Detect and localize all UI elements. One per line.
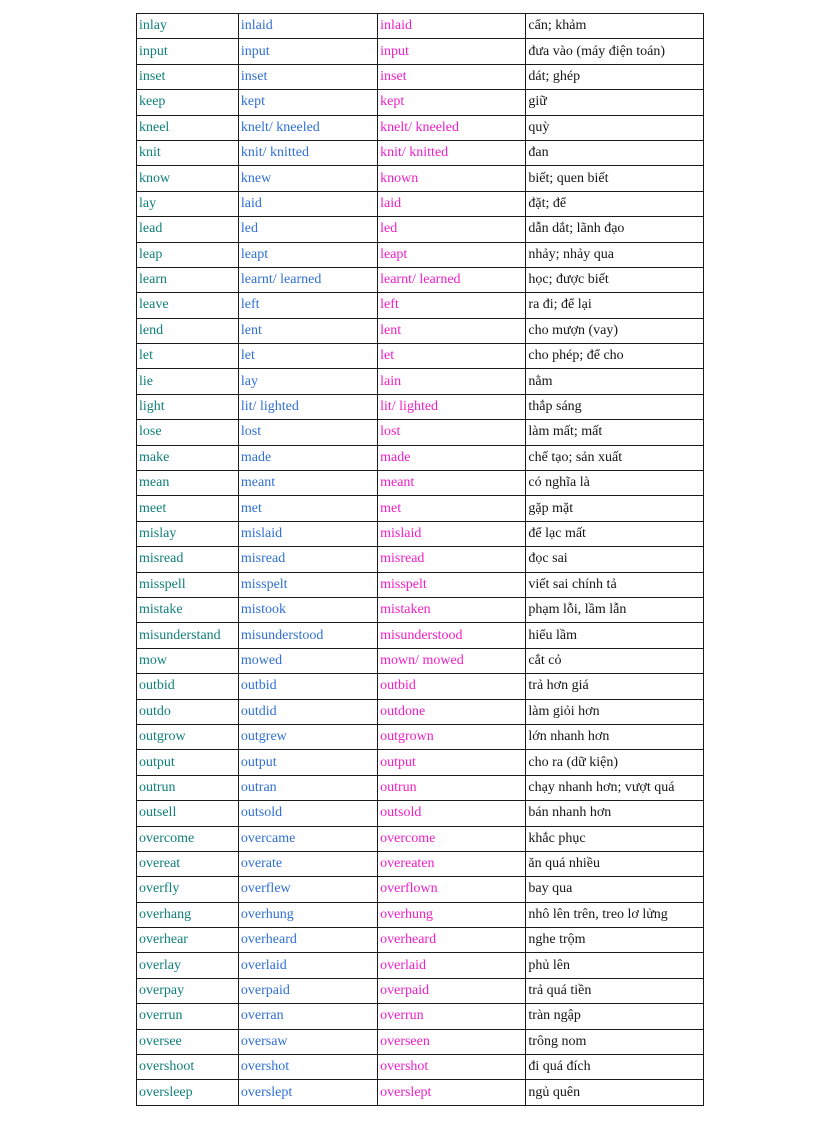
base-form-cell: know — [137, 166, 239, 191]
meaning-cell: cho ra (dữ kiện) — [526, 750, 704, 775]
table-row — [137, 953, 704, 978]
base-form-cell: output — [137, 750, 239, 775]
base-form-cell: input — [137, 39, 239, 64]
meaning-cell: ăn quá nhiều — [526, 851, 704, 876]
table-row — [137, 928, 704, 953]
base-form-cell: lie — [137, 369, 239, 394]
meaning-cell: hiểu lầm — [526, 623, 704, 648]
past-participle-cell: knit/ knitted — [378, 140, 526, 165]
meaning-cell: bán nhanh hơn — [526, 801, 704, 826]
past-simple-cell: overlaid — [238, 953, 377, 978]
past-simple-cell: overslept — [238, 1080, 377, 1105]
table-row — [137, 293, 704, 318]
past-participle-cell: leapt — [378, 242, 526, 267]
table-row — [137, 597, 704, 622]
table-row — [137, 521, 704, 546]
meaning-cell: bay qua — [526, 877, 704, 902]
meaning-cell: ngủ quên — [526, 1080, 704, 1105]
meaning-cell: làm mất; mất — [526, 420, 704, 445]
meaning-cell: nằm — [526, 369, 704, 394]
past-simple-cell: overcame — [238, 826, 377, 851]
past-simple-cell: lit/ lighted — [238, 394, 377, 419]
past-simple-cell: mistook — [238, 597, 377, 622]
base-form-cell: lose — [137, 420, 239, 445]
meaning-cell: đưa vào (máy điện toán) — [526, 39, 704, 64]
past-participle-cell: kept — [378, 90, 526, 115]
past-simple-cell: left — [238, 293, 377, 318]
past-participle-cell: overpaid — [378, 978, 526, 1003]
past-participle-cell: met — [378, 496, 526, 521]
base-form-cell: lend — [137, 318, 239, 343]
past-simple-cell: mislaid — [238, 521, 377, 546]
past-simple-cell: overshot — [238, 1055, 377, 1080]
table-row — [137, 1080, 704, 1105]
table-row — [137, 572, 704, 597]
table-row — [137, 902, 704, 927]
base-form-cell: overlay — [137, 953, 239, 978]
table-row — [137, 775, 704, 800]
past-participle-cell: input — [378, 39, 526, 64]
past-simple-cell: met — [238, 496, 377, 521]
base-form-cell: learn — [137, 267, 239, 292]
table-row — [137, 826, 704, 851]
meaning-cell: thắp sáng — [526, 394, 704, 419]
table-row — [137, 724, 704, 749]
past-simple-cell: knew — [238, 166, 377, 191]
past-participle-cell: outrun — [378, 775, 526, 800]
past-participle-cell: outbid — [378, 674, 526, 699]
meaning-cell: ra đi; để lại — [526, 293, 704, 318]
base-form-cell: mow — [137, 648, 239, 673]
base-form-cell: meet — [137, 496, 239, 521]
past-simple-cell: overhung — [238, 902, 377, 927]
past-participle-cell: misread — [378, 547, 526, 572]
meaning-cell: phủ lên — [526, 953, 704, 978]
table-row — [137, 851, 704, 876]
base-form-cell: misread — [137, 547, 239, 572]
past-participle-cell: overhung — [378, 902, 526, 927]
past-participle-cell: mistaken — [378, 597, 526, 622]
past-simple-cell: kept — [238, 90, 377, 115]
base-form-cell: mistake — [137, 597, 239, 622]
base-form-cell: outsell — [137, 801, 239, 826]
meaning-cell: đọc sai — [526, 547, 704, 572]
table-row — [137, 369, 704, 394]
past-participle-cell: lit/ lighted — [378, 394, 526, 419]
meaning-cell: trông nom — [526, 1029, 704, 1054]
meaning-cell: lớn nhanh hơn — [526, 724, 704, 749]
base-form-cell: kneel — [137, 115, 239, 140]
past-simple-cell: overate — [238, 851, 377, 876]
past-participle-cell: inlaid — [378, 14, 526, 39]
past-simple-cell: oversaw — [238, 1029, 377, 1054]
table-row — [137, 115, 704, 140]
table-row — [137, 648, 704, 673]
table-row — [137, 39, 704, 64]
base-form-cell: misunderstand — [137, 623, 239, 648]
verb-table-body — [137, 14, 704, 1106]
table-row — [137, 64, 704, 89]
base-form-cell: oversee — [137, 1029, 239, 1054]
table-row — [137, 547, 704, 572]
base-form-cell: overshoot — [137, 1055, 239, 1080]
table-row — [137, 471, 704, 496]
table-row — [137, 166, 704, 191]
past-simple-cell: overran — [238, 1004, 377, 1029]
table-row — [137, 318, 704, 343]
past-simple-cell: knit/ knitted — [238, 140, 377, 165]
table-row — [137, 877, 704, 902]
irregular-verbs-table — [136, 13, 704, 1106]
base-form-cell: misspell — [137, 572, 239, 597]
past-participle-cell: made — [378, 445, 526, 470]
past-simple-cell: outran — [238, 775, 377, 800]
base-form-cell: overhang — [137, 902, 239, 927]
meaning-cell: để lạc mất — [526, 521, 704, 546]
past-simple-cell: meant — [238, 471, 377, 496]
meaning-cell: tràn ngập — [526, 1004, 704, 1029]
past-simple-cell: led — [238, 217, 377, 242]
base-form-cell: leap — [137, 242, 239, 267]
past-participle-cell: misspelt — [378, 572, 526, 597]
table-row — [137, 623, 704, 648]
table-row — [137, 674, 704, 699]
past-simple-cell: lost — [238, 420, 377, 445]
table-row — [137, 1004, 704, 1029]
past-simple-cell: lent — [238, 318, 377, 343]
past-simple-cell: misread — [238, 547, 377, 572]
base-form-cell: mean — [137, 471, 239, 496]
base-form-cell: lay — [137, 191, 239, 216]
past-participle-cell: mown/ mowed — [378, 648, 526, 673]
meaning-cell: làm giỏi hơn — [526, 699, 704, 724]
past-simple-cell: outsold — [238, 801, 377, 826]
past-simple-cell: misspelt — [238, 572, 377, 597]
table-row — [137, 1029, 704, 1054]
past-participle-cell: output — [378, 750, 526, 775]
meaning-cell: biết; quen biết — [526, 166, 704, 191]
past-simple-cell: learnt/ learned — [238, 267, 377, 292]
meaning-cell: trả quá tiền — [526, 978, 704, 1003]
past-participle-cell: outgrown — [378, 724, 526, 749]
past-participle-cell: lain — [378, 369, 526, 394]
base-form-cell: overhear — [137, 928, 239, 953]
past-simple-cell: leapt — [238, 242, 377, 267]
table-row — [137, 267, 704, 292]
meaning-cell: dát; ghép — [526, 64, 704, 89]
base-form-cell: outbid — [137, 674, 239, 699]
past-participle-cell: outsold — [378, 801, 526, 826]
past-participle-cell: meant — [378, 471, 526, 496]
past-simple-cell: overpaid — [238, 978, 377, 1003]
past-participle-cell: overrun — [378, 1004, 526, 1029]
base-form-cell: keep — [137, 90, 239, 115]
base-form-cell: oversleep — [137, 1080, 239, 1105]
base-form-cell: outrun — [137, 775, 239, 800]
past-participle-cell: lost — [378, 420, 526, 445]
base-form-cell: inlay — [137, 14, 239, 39]
past-simple-cell: made — [238, 445, 377, 470]
past-simple-cell: input — [238, 39, 377, 64]
table-row — [137, 750, 704, 775]
meaning-cell: học; được biết — [526, 267, 704, 292]
past-participle-cell: overflown — [378, 877, 526, 902]
meaning-cell: nhảy; nhảy qua — [526, 242, 704, 267]
meaning-cell: cho mượn (vay) — [526, 318, 704, 343]
table-row — [137, 344, 704, 369]
base-form-cell: overeat — [137, 851, 239, 876]
table-row — [137, 445, 704, 470]
past-simple-cell: overflew — [238, 877, 377, 902]
meaning-cell: cắt cỏ — [526, 648, 704, 673]
base-form-cell: outgrow — [137, 724, 239, 749]
past-participle-cell: laid — [378, 191, 526, 216]
base-form-cell: let — [137, 344, 239, 369]
past-participle-cell: overshot — [378, 1055, 526, 1080]
meaning-cell: khắc phục — [526, 826, 704, 851]
meaning-cell: đặt; để — [526, 191, 704, 216]
base-form-cell: leave — [137, 293, 239, 318]
past-simple-cell: let — [238, 344, 377, 369]
meaning-cell: giữ — [526, 90, 704, 115]
past-participle-cell: overseen — [378, 1029, 526, 1054]
past-participle-cell: overlaid — [378, 953, 526, 978]
base-form-cell: lead — [137, 217, 239, 242]
base-form-cell: outdo — [137, 699, 239, 724]
past-simple-cell: output — [238, 750, 377, 775]
meaning-cell: đan — [526, 140, 704, 165]
table-row — [137, 140, 704, 165]
past-participle-cell: overeaten — [378, 851, 526, 876]
meaning-cell: cẩn; khảm — [526, 14, 704, 39]
table-row — [137, 496, 704, 521]
past-simple-cell: mowed — [238, 648, 377, 673]
past-participle-cell: learnt/ learned — [378, 267, 526, 292]
base-form-cell: light — [137, 394, 239, 419]
past-participle-cell: knelt/ kneeled — [378, 115, 526, 140]
past-simple-cell: inset — [238, 64, 377, 89]
meaning-cell: có nghĩa là — [526, 471, 704, 496]
meaning-cell: phạm lỗi, lầm lẫn — [526, 597, 704, 622]
table-row — [137, 978, 704, 1003]
past-simple-cell: misunderstood — [238, 623, 377, 648]
past-participle-cell: let — [378, 344, 526, 369]
past-simple-cell: outbid — [238, 674, 377, 699]
past-participle-cell: mislaid — [378, 521, 526, 546]
meaning-cell: nghe trộm — [526, 928, 704, 953]
base-form-cell: overcome — [137, 826, 239, 851]
table-row — [137, 191, 704, 216]
table-row — [137, 420, 704, 445]
meaning-cell: chế tạo; sản xuất — [526, 445, 704, 470]
past-participle-cell: inset — [378, 64, 526, 89]
meaning-cell: trả hơn giá — [526, 674, 704, 699]
meaning-cell: viết sai chính tả — [526, 572, 704, 597]
table-row — [137, 699, 704, 724]
base-form-cell: mislay — [137, 521, 239, 546]
past-simple-cell: inlaid — [238, 14, 377, 39]
base-form-cell: inset — [137, 64, 239, 89]
past-participle-cell: led — [378, 217, 526, 242]
past-simple-cell: outdid — [238, 699, 377, 724]
past-participle-cell: overheard — [378, 928, 526, 953]
base-form-cell: knit — [137, 140, 239, 165]
table-row — [137, 14, 704, 39]
past-participle-cell: known — [378, 166, 526, 191]
meaning-cell: dẫn dắt; lãnh đạo — [526, 217, 704, 242]
meaning-cell: cho phép; để cho — [526, 344, 704, 369]
meaning-cell: chạy nhanh hơn; vượt quá — [526, 775, 704, 800]
table-row — [137, 90, 704, 115]
past-simple-cell: lay — [238, 369, 377, 394]
past-participle-cell: lent — [378, 318, 526, 343]
meaning-cell: quỳ — [526, 115, 704, 140]
past-participle-cell: outdone — [378, 699, 526, 724]
past-participle-cell: left — [378, 293, 526, 318]
table-row — [137, 394, 704, 419]
past-simple-cell: overheard — [238, 928, 377, 953]
meaning-cell: nhô lên trên, treo lơ lửng — [526, 902, 704, 927]
table-row — [137, 1055, 704, 1080]
past-simple-cell: laid — [238, 191, 377, 216]
past-participle-cell: misunderstood — [378, 623, 526, 648]
meaning-cell: đi quá đích — [526, 1055, 704, 1080]
meaning-cell: gặp mặt — [526, 496, 704, 521]
table-row — [137, 801, 704, 826]
base-form-cell: overfly — [137, 877, 239, 902]
past-participle-cell: overcome — [378, 826, 526, 851]
past-simple-cell: knelt/ kneeled — [238, 115, 377, 140]
past-simple-cell: outgrew — [238, 724, 377, 749]
table-row — [137, 242, 704, 267]
past-participle-cell: overslept — [378, 1080, 526, 1105]
table-row — [137, 217, 704, 242]
base-form-cell: overpay — [137, 978, 239, 1003]
base-form-cell: make — [137, 445, 239, 470]
base-form-cell: overrun — [137, 1004, 239, 1029]
